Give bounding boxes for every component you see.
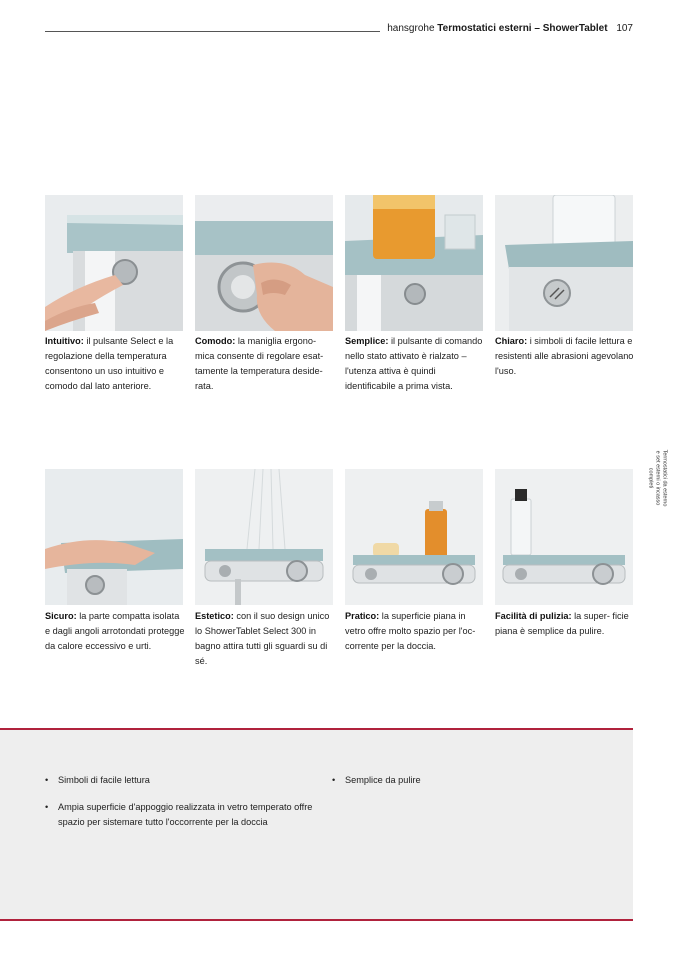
- caption-title: Estetico:: [195, 611, 234, 621]
- caption-text: il pulsante di comando nello stato attivato è rialzato – l'utenza attiva è quindi identificabile a prima vista.: [345, 336, 483, 391]
- caption-comodo: [195, 334, 335, 394]
- bullet-dot: •: [45, 802, 49, 812]
- bullet-item: [332, 773, 545, 788]
- caption-text: la parte compatta isolata e dagli angoli arrotondati protegge da calore eccessivo e urti.: [45, 611, 185, 651]
- caption-title: Comodo:: [195, 336, 236, 346]
- photo-intuitivo: [45, 195, 183, 331]
- caption-title: Chiaro:: [495, 336, 528, 346]
- photo-semplice: [345, 195, 483, 331]
- photo-pratico: [345, 469, 483, 605]
- caption-text: il pulsante Select e la regolazione della temperatura consentono un uso intuitivo e comodo dal lato anteriore.: [45, 336, 174, 391]
- bullet-text: Semplice da pulire: [345, 775, 421, 785]
- caption-estetico: [195, 609, 335, 669]
- photo-chiaro: [495, 195, 633, 331]
- caption-title: Intuitivo:: [45, 336, 84, 346]
- side-section-tab: [645, 445, 669, 511]
- side-tab-line-3: completi: [647, 467, 654, 489]
- bullet-text: Simboli di facile lettura: [58, 775, 150, 785]
- caption-pratico: [345, 609, 485, 654]
- bullet-dot: •: [332, 775, 336, 785]
- caption-text: con il suo design unico lo ShowerTablet Select 300 in bagno attira tutti gli sguardi su di sé.: [195, 611, 330, 666]
- caption-text: la superficie piana in vetro offre molto spazio per l'oc- corrente per la doccia.: [345, 611, 476, 651]
- photo-facilita-di-pulizia: [495, 469, 633, 605]
- page-number: 107: [616, 23, 633, 34]
- side-tab-line-1: Termostatici da esterno: [661, 449, 668, 507]
- photo-sicuro: [45, 469, 183, 605]
- side-tab-text: [647, 450, 668, 507]
- caption-text: la maniglia ergono- mica consente di regolare esat- tamente la temperatura deside- rata.: [195, 336, 324, 391]
- header-rule: [45, 31, 380, 32]
- caption-semplice: [345, 334, 485, 394]
- side-tab-line-2: e set esterni o incasso: [654, 450, 661, 506]
- caption-facilita-di-pulizia: [495, 609, 635, 639]
- header-title: Termostatici esterni – ShowerTablet: [437, 23, 608, 34]
- caption-title: Pratico:: [345, 611, 380, 621]
- photo-estetico: [195, 469, 333, 605]
- caption-text: i simboli di facile lettura e resistenti alle abrasioni agevolano l'uso.: [495, 336, 634, 376]
- caption-text: la super- ficie piana è semplice da pulire.: [495, 611, 629, 636]
- bullet-dot: •: [45, 775, 49, 785]
- caption-title: Sicuro:: [45, 611, 77, 621]
- caption-chiaro: [495, 334, 635, 379]
- caption-intuitivo: [45, 334, 185, 394]
- caption-title: Facilità di pulizia:: [495, 611, 572, 621]
- caption-title: Semplice:: [345, 336, 389, 346]
- bullet-item: [45, 800, 320, 830]
- bullet-text: Ampia superficie d'appoggio realizzata in vetro temperato offre spazio per sistemare tutto l'occorrente per la doccia: [58, 802, 313, 827]
- caption-sicuro: [45, 609, 185, 654]
- bullet-item: [45, 773, 318, 788]
- header-brand: hansgrohe: [387, 23, 435, 34]
- photo-comodo: [195, 195, 333, 331]
- running-header: [387, 23, 633, 34]
